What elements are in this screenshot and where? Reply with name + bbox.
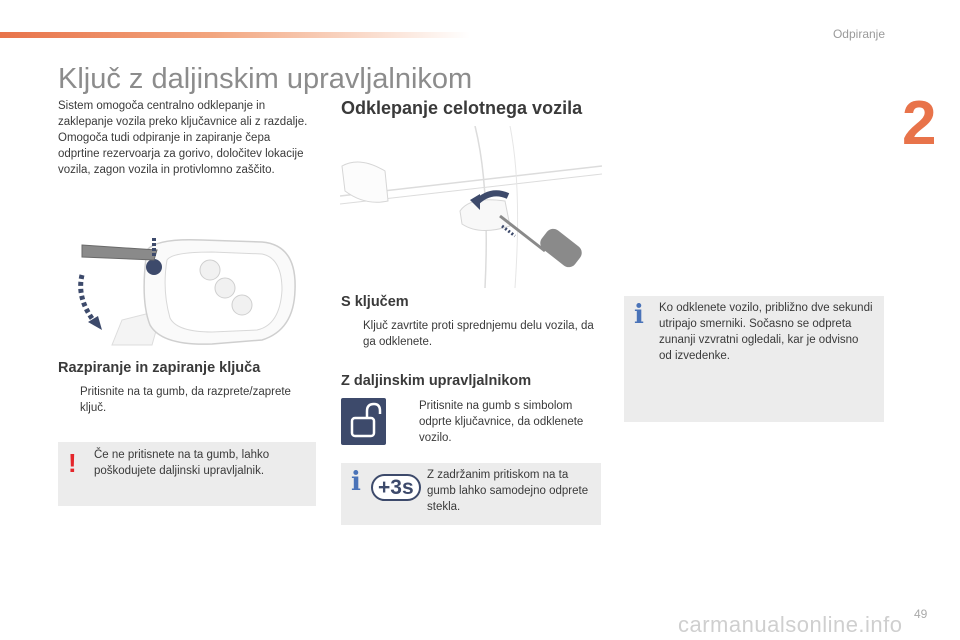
door-key-illustration — [340, 126, 602, 288]
with-key-heading: S ključem — [341, 294, 409, 310]
remote-bullet-text: Pritisnite na gumb s simbolom odprte ključavnice, da odklenete vozilo. — [419, 400, 584, 444]
intro-text — [58, 98, 308, 178]
open-padlock-icon — [341, 398, 386, 445]
key-bullet — [58, 384, 313, 416]
info-icon: i — [351, 467, 361, 497]
intro-paragraph: Omogoča tudi odpiranje in zapiranje čepa odprtine rezervoarja za gorivo, določitev lokacije vozila, zagon vozila in protivlomno zaščito. — [58, 132, 304, 176]
turn-signal-note-text: Ko odklenete vozilo, približno dve sekundi utripajo smerniki. Sočasno se odpreta zunanji vzvratni ogledali, kar je odvisno od izvedenke. — [659, 302, 873, 362]
warning-note — [58, 442, 316, 506]
page-title: Ključ z daljinskim upravljalnikom — [58, 63, 473, 95]
hold-note-text: Z zadržanim pritiskom na ta gumb lahko samodejno odprete stekla. — [427, 469, 589, 513]
section-label: Odpiranje — [832, 27, 885, 41]
warning-note-text: Če ne pritisnete na ta gumb, lahko poškodujete daljinski upravljalnik. — [94, 449, 270, 477]
key-fob-illustration — [62, 230, 312, 350]
unlock-button-icon — [341, 398, 386, 445]
with-key-bullet — [341, 318, 603, 350]
page-number: 49 — [914, 607, 928, 621]
turn-signal-note — [624, 296, 884, 422]
chapter-number: 2 — [902, 89, 937, 158]
remote-bullet — [397, 398, 602, 446]
remote-heading: Z daljinskim upravljalnikom — [341, 373, 532, 389]
with-key-bullet-text: Ključ zavrtite proti sprednjemu delu vozila, da ga odklenete. — [363, 320, 594, 348]
intro-paragraph: Sistem omogoča centralno odklepanje in zaklepanje vozila preko ključavnice ali z razdalje. — [58, 100, 308, 128]
key-bullet-text: Pritisnite na ta gumb, da razprete/zaprete ključ. — [80, 386, 291, 414]
watermark: carmanualsonline.info — [678, 612, 903, 637]
info-icon: i — [634, 300, 644, 330]
warning-icon: ! — [68, 448, 77, 478]
unlock-heading: Odklepanje celotnega vozila — [341, 98, 583, 118]
plus-3s-badge: +3s — [371, 474, 421, 501]
key-section-heading: Razpiranje in zapiranje ključa — [58, 360, 261, 376]
header-accent-bar — [0, 32, 470, 38]
